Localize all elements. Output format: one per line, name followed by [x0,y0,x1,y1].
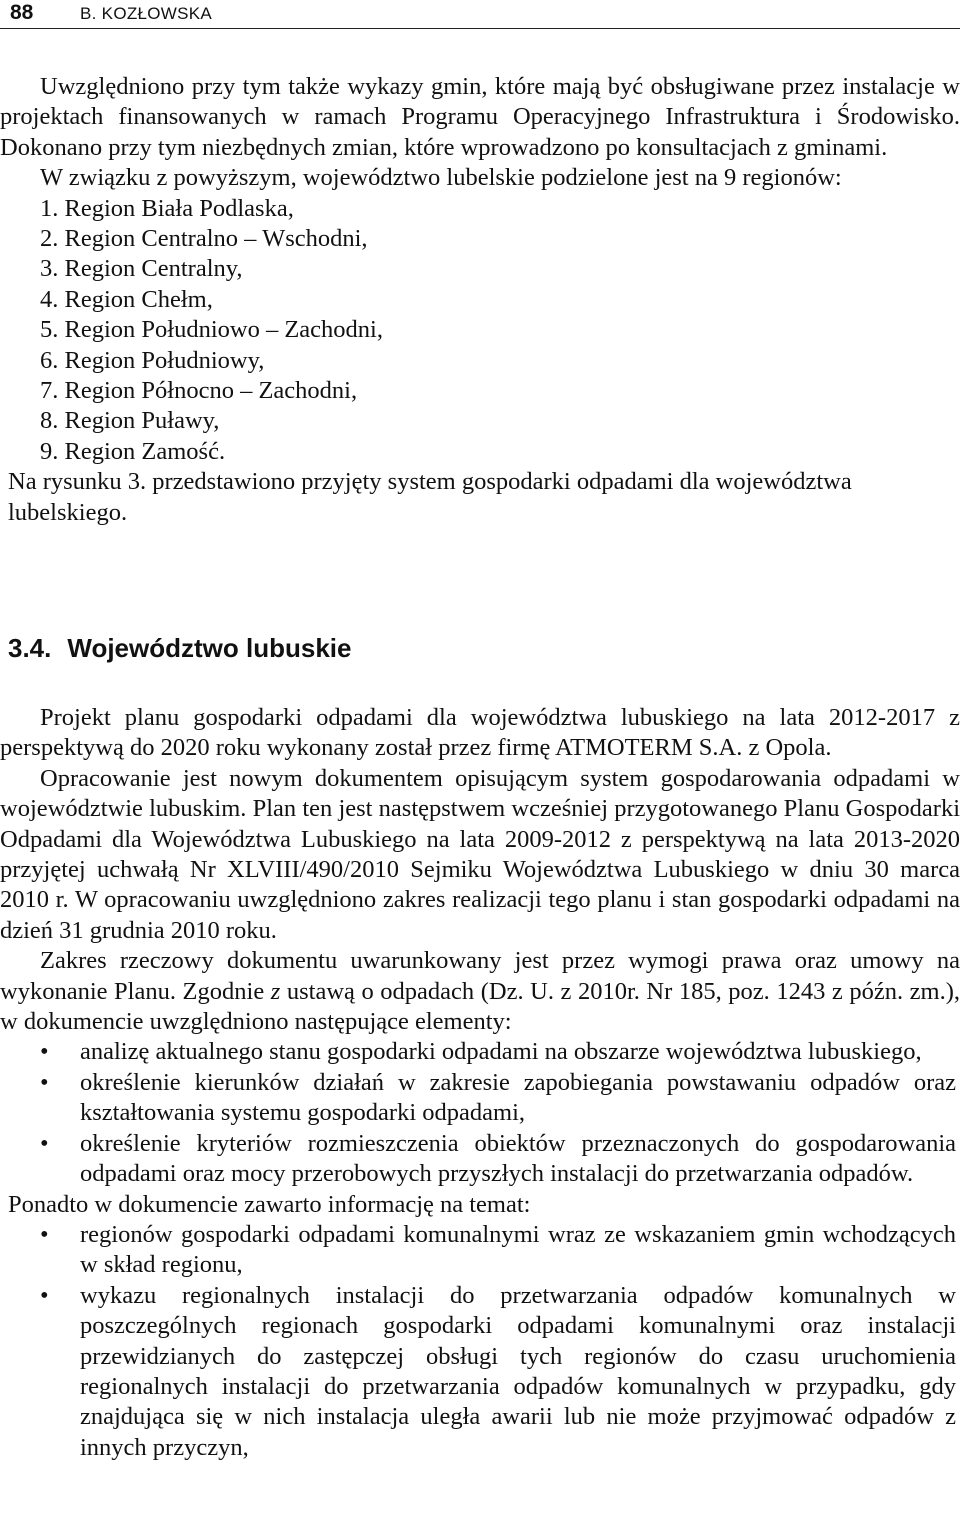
list-item [0,1037,960,1067]
section-title: Województwo lubuskie [67,633,352,663]
bullet-icon: • [40,1281,49,1309]
region-item: 2. Region Centralno – Wschodni, [40,225,368,253]
figure-reference: Na rysunku 3. przedstawiono przyjęty system gospodarki odpadami dla województwa lubelskiego. [8,468,852,526]
region-item: 6. Region Południowy, [40,346,265,374]
list-item [0,1281,960,1463]
section-heading [8,633,351,664]
regions-list [0,194,960,468]
region-item: 5. Region Południowo – Zachodni, [40,316,383,344]
paragraph-3 [0,946,960,1037]
list-item-text: analizę aktualnego stanu gospodarki odpadami na obszarze województwa lubuskiego, [80,1038,922,1066]
list-item [0,1129,960,1190]
page-header [0,0,960,29]
bullet-icon: • [40,1068,49,1096]
region-item: 9. Region Zamość. [40,437,226,465]
bullet-icon: • [40,1220,49,1248]
running-head-author: B. KOZŁOWSKA [80,4,213,23]
list-item [0,1220,960,1281]
region-item: 3. Region Centralny, [40,255,243,283]
region-item: 4. Region Chełm, [40,285,213,313]
list-item [0,1068,960,1129]
page-number: 88 [10,1,34,24]
paragraph-3-italic: z [270,977,281,1005]
list-item-text: wykazu regionalnych instalacji do przetwarzania odpadów komunalnych w poszczególnych regionach gospodarki odpadami komunalnymi oraz instalacji przewidzianych do zastępczej obsługi tych regionów do czasu uruchomienia regionalnych instalacji do przetwarzania odpadów komunalnych w przypadku, gdy znajdująca się w nich instalacja uległa awarii lub nie może przyjmować odpadów z innych przyczyn, [80,1281,956,1461]
section-number: 3.4. [8,633,52,663]
list-item-text: określenie kierunków działań w zakresie zapobiegania powstawaniu odpadów oraz kształtowania systemu gospodarki odpadami, [80,1068,956,1127]
paragraph-2: Opracowanie jest nowym dokumentem opisującym system gospodarowania odpadami w województwie lubuskim. Plan ten jest następstwem wcześniej przygotowanego Planu Gospodarki Odpadami dla Województwa Lubuskiego na lata 2009-2012 z perspektywą na lata 2013-2020 przyjętej uchwałą Nr XLVIII/490/2010 Sejmiku Województwa Lubuskiego w dniu 30 marca 2010 r. W opracowaniu uwzględniono zakres realizacji tego planu i stan gospodarki odpadami na dzień 31 grudnia 2010 roku. [0,764,960,944]
elements-list [0,1037,960,1189]
list-item-text: regionów gospodarki odpadami komunalnymi wraz ze wskazaniem gmin wchodzących w skład regionu, [80,1220,956,1279]
paragraph-1: Projekt planu gospodarki odpadami dla województwa lubuskiego na lata 2012-2017 z perspektywą do 2020 roku wykonany został przez firmę ATMOTERM S.A. z Opola. [0,704,960,762]
intro-paragraph: Uwzględniono przy tym także wykazy gmin, które mają być obsługiwane przez instalacje w projektach finansowanych w ramach Programu Operacyjnego Infrastruktura i Środowisko. Dokonano przy tym niezbędnych zmian, które wprowadzono po konsultacjach z gminami. [0,73,960,161]
paragraph-3-start: Zakres rzeczowy dokumentu uwarunkowany jest przez wymogi prawa oraz umowy na wykonanie Planu. Zgodnie [0,947,960,1005]
region-item: 8. Region Puławy, [40,407,220,435]
paragraph-3-end: ustawą o odpadach (Dz. U. z 2010r. Nr 185, poz. 1243 z późn. zm.), w dokumencie uwzględniono następujące elementy: [0,977,960,1036]
bullet-icon: • [40,1129,49,1157]
region-item: 7. Region Północno – Zachodni, [40,377,358,405]
lubuskie-text-block [0,703,960,1463]
additional-list [0,1220,960,1463]
list-item-text: określenie kryteriów rozmieszczenia obiektów przeznaczonych do gospodarowania odpadami oraz mocy przerobowych przyszłych instalacji do przetwarzania odpadów. [80,1129,956,1188]
regions-intro: W związku z powyższym, województwo lubelskie podzielone jest na 9 regionów: [40,164,842,192]
additional-intro: Ponadto w dokumencie zawarto informację na temat: [8,1190,531,1218]
region-item: 1. Region Biała Podlaska, [40,194,294,222]
bullet-icon: • [40,1038,49,1066]
lubelskie-text-block [0,72,960,528]
